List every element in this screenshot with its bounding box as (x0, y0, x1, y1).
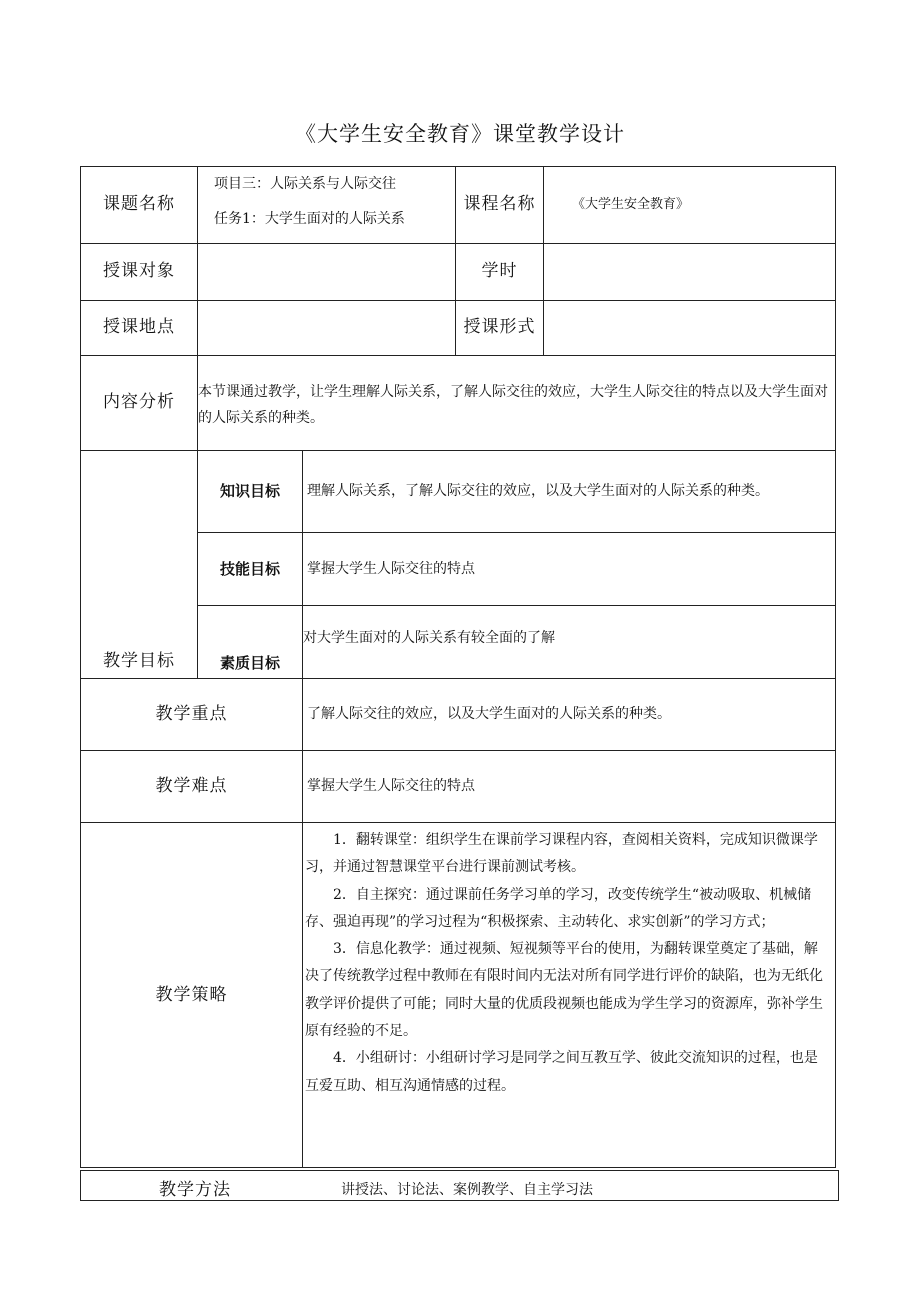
method-value: 讲授法、讨论法、案例教学、自主学习法 (341, 1182, 593, 1198)
course-value: 《大学生安全教育》 (544, 167, 836, 244)
strategy-item: 4．小组研讨：小组研讨学习是同学之间互教互学、彼此交流知识的过程，也是互爱互助、相互沟通情感的过程。 (305, 1050, 818, 1094)
form-label: 授课形式 (456, 301, 544, 356)
key-point-label: 教学重点 (81, 679, 303, 751)
strategy-item: 3．信息化教学：通过视频、短视频等平台的使用，为翻转课堂奠定了基础，解决了传统教学过程中教师在有限时间内无法对所有同学进行评价的缺陷，也为无纸化教学评价提供了可能；同时大量的优质段视频也能成为学生学习的资源库，弥补学生原有经验的不足。 (305, 941, 823, 1040)
place-label: 授课地点 (81, 301, 198, 356)
content-label: 内容分析 (81, 356, 198, 451)
skill-goal-label: 技能目标 (198, 533, 303, 606)
method-row (80, 1170, 839, 1201)
place-value (198, 301, 456, 356)
skill-goal-value: 掌握大学生人际交往的特点 (303, 533, 836, 606)
audience-value (198, 244, 456, 301)
topic-label: 课题名称 (81, 167, 198, 244)
form-value (544, 301, 836, 356)
topic-project: 项目三：人际关系与人际交往 (214, 176, 396, 192)
strategy-item: 2．自主探究：通过课前任务学习单的学习，改变传统学生“被动吸取、机械储存、强迫再现”的学习过程为“积极探索、主动转化、求实创新”的学习方式； (305, 886, 812, 930)
difficulty-label: 教学难点 (81, 751, 303, 823)
goals-label: 教学目标 (81, 451, 198, 679)
quality-goal-value: 对大学生面对的人际关系有较全面的了解 (303, 606, 836, 679)
hours-value (544, 244, 836, 301)
content-value: 本节课通过教学，让学生理解人际关系，了解人际交往的效应，大学生人际交往的特点以及大学生面对的人际关系的种类。 (198, 356, 836, 451)
key-point-value: 了解人际交往的效应，以及大学生面对的人际关系的种类。 (303, 679, 836, 751)
strategy-value (303, 823, 836, 1168)
audience-label: 授课对象 (81, 244, 198, 301)
document-title: 《大学生安全教育》课堂教学设计 (295, 122, 625, 146)
course-label: 课程名称 (456, 167, 544, 244)
topic-task: 任务1：大学生面对的人际关系 (214, 211, 405, 228)
strategy-item: 1．翻转课堂：组织学生在课前学习课程内容，查阅相关资料，完成知识微课学习，并通过智慧课堂平台进行课前测试考核。 (305, 832, 818, 876)
knowledge-goal-value: 理解人际关系，了解人际交往的效应，以及大学生面对的人际关系的种类。 (303, 451, 836, 533)
quality-goal-label: 素质目标 (198, 606, 303, 679)
difficulty-value: 掌握大学生人际交往的特点 (303, 751, 836, 823)
topic-value (198, 167, 456, 244)
hours-label: 学时 (456, 244, 544, 301)
lesson-design-table (80, 166, 836, 1168)
method-label: 教学方法 (159, 1180, 231, 1200)
knowledge-goal-label: 知识目标 (198, 451, 303, 533)
strategy-label: 教学策略 (81, 823, 303, 1168)
